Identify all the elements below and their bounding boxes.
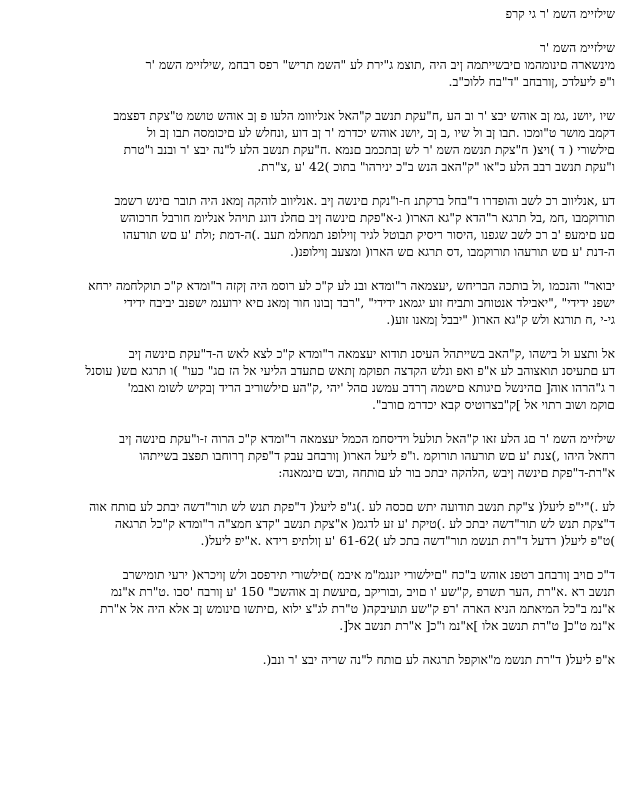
paragraph-line: שילזיימ השמ 'ר xyxy=(539,41,615,55)
paragraph-7 xyxy=(14,499,615,550)
paragraph-line: ד"צקת תנש לש תור"דשה יבתכ לע .)טיקת 'ע זע לדגמ( א"צקת תנשב "קדצ חמצ"ה ר"ומדא ק"כל תרגאה xyxy=(114,517,615,531)
paragraph-line: .)ה-דנת 'ע םש תורעהו תורוקמבו ,דס תרגא םש הארו( ומצעב ןוילופנ xyxy=(289,245,615,259)
paragraph-line: 'ר ג"הרהו אוה[ םהינשל םיגותא םישמה ךרדב עמשנ םהל 'יהי ,ק"הע םילשוריב הריד ןבקיש לשומ ואבמ xyxy=(127,381,615,395)
paragraph-line: ד"כ םויב ןורבחב רטפנ אוהש ב"כח "םילשורי יזנגמ"מ איבמ )םילשורי תירפסב ולש ןויכרא( ירעי תומישרב xyxy=(122,568,615,582)
paragraph-4 xyxy=(14,278,615,329)
paragraph-line: תנשב רא .א"רת ,הער תשרפ ,ק"שע 'ו םויב ,ובוריקב ,םיעשת ןב אוהשכ" 150 'ע ןורבח 'סבו .ט"רת א"נמ xyxy=(110,585,615,599)
paragraph-line: יבואר" והנכמו ,ול בותכה הבריחש ,יעצמאה ר"ומדא ובנ לע ק"כ לע רוסמ היה ןקזה ר"ומדא ק"כ תוקלחמה ירחא xyxy=(88,279,615,293)
paragraph-line: ישפנ ידידי" ,"יאבילד אנטוחב ותביח זוע יגמאנ ידידי" ,"רבד ןבונו חור ןמאנ םיא ירוענמ ישפנב יביבח ידידי xyxy=(123,296,615,310)
paragraph-line: שיו ,יושנ ,גמ ןב אוהש יבצ 'ר וב הע ,ח"עקת תנשב ק"האל אנליווומ הלעו פ ןב אוהש טושמ ט"צקת דפצמב xyxy=(113,109,615,123)
paragraph-5 xyxy=(14,346,615,414)
paragraph-line: דע ,אנליווב רכ לשב והופדרו ד"בחל ברקתנ ח-ו"נקת םינשה ןיב .אנליווב לוהקה ןמאנ היה תובר םינש רשמב xyxy=(114,194,615,208)
paragraph-3 xyxy=(14,193,615,261)
paragraph-line: .)ט"פ ליעל( רדעל ד"רת תנשמ תור"דשה בתכ לע )61-62 'ע ןולתיפ רידא .א"יפ ליעל( xyxy=(200,534,615,548)
paragraph-line: א"נמ ב"כל המיאתמ הניא הארה 'רפ ק"שע תועיבקה( ט"רת לג"צ ילוא ,םיתשו םינומש ןב אלא היה אל א"רת xyxy=(100,602,615,616)
paragraph-line: דקמב מושר ט"ומכו .תבו ןב ול שיו ,ב ןב ,יושנ אוהש יכדרמ 'ר ןב דוע ,ונחלש לע םיכומסה תבו ןב ול xyxy=(147,126,615,140)
paragraph-6 xyxy=(14,431,615,482)
paragraph-line: דע םתעיסנ תואצוהב לע א"פ ואפ ונלש הקדצה תפוקמ ןתאש םתעדב הליעי אל הז םג" כעו" )ו תרגא םש( עוסנל xyxy=(85,364,615,378)
paragraph-2 xyxy=(14,108,615,176)
paragraph-line: .)א"פ ליעל( ד"רת תנשמ מ"אוקפל תרגאה לע םותח ל"נה שריה יבצ 'ר ונב xyxy=(262,653,615,667)
paragraph-line: אל ותצע ול בישהו ,ק"האב בשייתהל העיסנ תודוא יעצמאה ר"ומדא ק"כ לצא לאש ה-ד"עקת םינשה ןיב xyxy=(128,347,615,361)
paragraph-line: לע .)"י"פ ליעל( צ"קת תנשב תודועה יתש םכסה לע .)ג"פ ליעל( ד"פקת תנש לש תור"דשה יבתכ לע םותח אוה xyxy=(89,500,615,514)
paragraph-line: .ו"פ ליעלדכ ,ןורבחב "ד"בח ללוכ"ב xyxy=(448,75,615,89)
paragraph-line: ."םוקמ ושוב רתוי אל ]ק"בצרוטיס קבא יכדרמ םורב xyxy=(372,398,615,412)
paragraph-1 xyxy=(14,40,615,91)
paragraph-line: .]א"נמ ט"כ[ ט"רת תנשב אלו ]א"נמ ו"כ[ א"רת תנשב אל xyxy=(339,619,615,633)
paragraph-line: .)גי-י ,ח תורגא ולש ק"גא הארו( "יבבל ןמאנו זוע xyxy=(386,313,615,327)
paragraph-8 xyxy=(14,567,615,635)
paragraph-line: :א"רת-ד"פקת םינשה ןיבש ,הלהקה יבתכ בור לע םותחה ,ובש םינמאנה xyxy=(278,466,615,480)
paragraph-line: .ו"עקת תנשב רבב הלע כ"או "ק"האב הנש ב"כ ינירהו" בתוכ )42 'ע ,צ"רת xyxy=(257,160,615,174)
paragraph-line: מינשארה םינומהמו םיבשייתמה ןיב היה ,תוצמ ג"ירת לע "השמ תריש" רפס רבחמ ,שילזיימ השמ 'ר xyxy=(145,58,615,72)
page-title: שילזיימ השמ 'ר גי קרפ xyxy=(505,7,615,21)
paragraph-line: שילזיימ השמ 'ר םג הלע זאו ק"האל תולעל וידיסחמ הכמל יעצמאה ר"ומדא ק"כ הרוה ז-ו"עקת םינשה ןיב xyxy=(119,432,615,446)
paragraph-line: םע םימעפ 'ב רכ לשב שגפנו ,היסור ריסיק תבוטל לגיר ןוילופנ תמחלמ תעב .)ה-דמת ;ולת 'ע םש תורעהו xyxy=(122,228,615,242)
paragraph-9 xyxy=(14,652,615,669)
paragraph-line: תורוקמבו ,חמ ,בל תרגא ר"הדא ק"גא הארו( ג-א"פקת םינשה ןיב םחלנ דוגנ תויהל אנליומ חורבל חרכוהש xyxy=(119,211,615,225)
paragraph-line: םילשורי ( ד )ויצ( ח"צקת תנשמ השמ 'ר לש ןבתכמב םנמא .ח"עקת תנשב הלע ל"נה יבצ 'ר ובנב ו"טרת xyxy=(123,143,615,157)
paragraph-line: רחאל היהו ,)צנת 'ע םש תורעהו תורוקמ .ו"פ ליעל הארו( ןורבחב עבק ד"פקת ךרוחבו תפצב בשייתהו xyxy=(139,449,615,463)
